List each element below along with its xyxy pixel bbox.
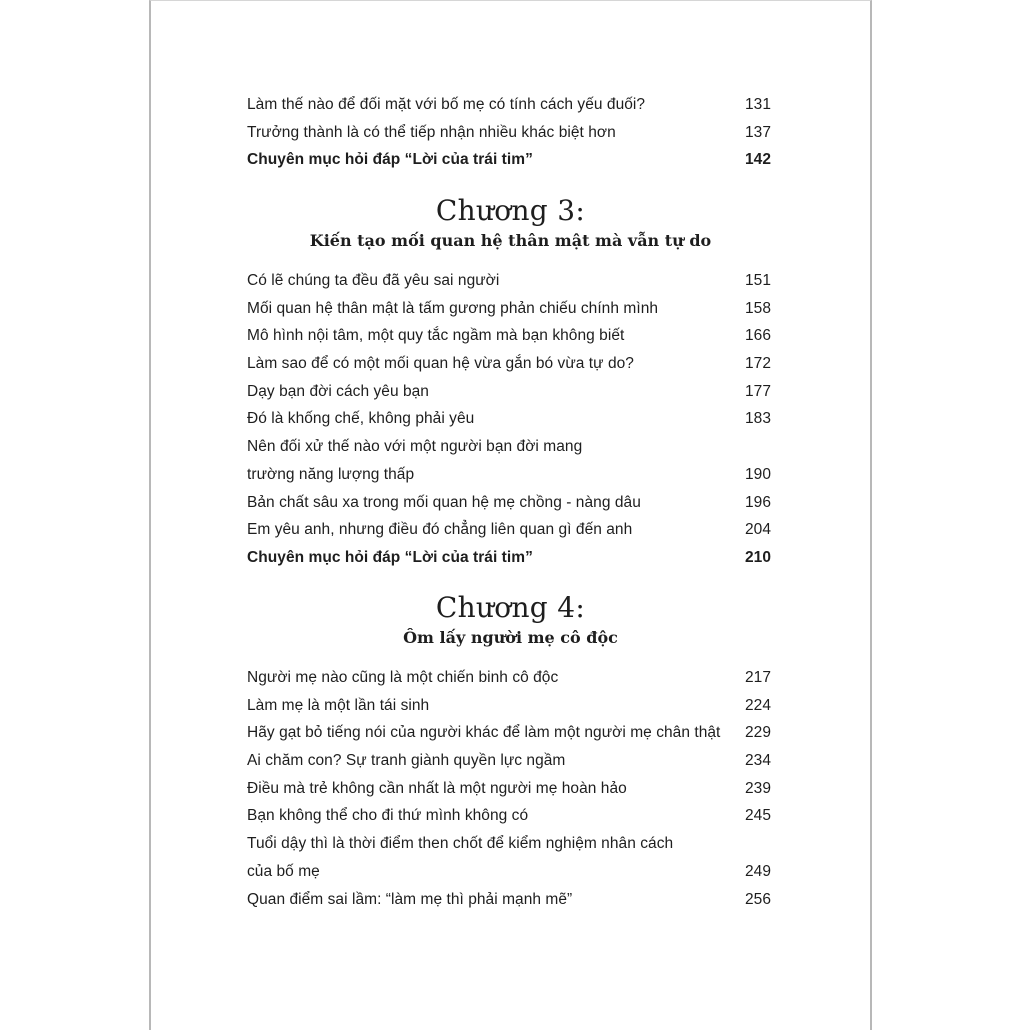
toc-entry <box>247 775 771 803</box>
chapter-4-heading <box>149 591 872 649</box>
toc-entry-page: 158 <box>744 299 771 317</box>
toc-entry <box>247 886 771 914</box>
toc-entry-page: 172 <box>744 355 771 373</box>
toc-entry-page: 224 <box>744 696 771 714</box>
toc-entry-title: Nên đối xử thế nào với một người bạn đời mang <box>247 438 583 456</box>
toc-entry-page: 177 <box>744 382 771 400</box>
toc-entry-page: 217 <box>744 669 771 686</box>
toc-entry-page: 239 <box>744 779 771 797</box>
toc-entry <box>247 350 771 378</box>
toc-entry-page: 210 <box>744 548 771 566</box>
toc-entry <box>247 378 771 406</box>
toc-entry <box>247 830 771 858</box>
toc-entry <box>247 664 771 692</box>
toc-entry <box>247 295 771 323</box>
toc-entry-page: 183 <box>744 410 771 428</box>
toc-entry-title: của bố mẹ <box>247 862 320 880</box>
toc-entry <box>247 489 771 517</box>
chapter-title: Ôm lấy người mẹ cô độc <box>403 628 618 647</box>
toc-entry-page: 166 <box>744 327 771 345</box>
toc-entry <box>247 119 771 147</box>
toc-entry <box>247 405 771 433</box>
toc-entry-page: 245 <box>744 807 771 825</box>
toc-entry <box>247 516 771 544</box>
toc-entry <box>247 692 771 720</box>
toc-entry-title: Mối quan hệ thân mật là tấm gương phản chiếu chính mình <box>247 299 659 317</box>
toc-entry-page: 234 <box>744 752 771 770</box>
toc-entry-title: Bản chất sâu xa trong mối quan hệ mẹ chồng - nàng dâu <box>247 493 641 511</box>
toc-entry-title: Tuổi dậy thì là thời điểm then chốt để kiểm nghiệm nhân cách <box>247 835 674 853</box>
toc-entry-title: Bạn không thể cho đi thứ mình không có <box>247 807 529 825</box>
toc-entry-title: trường năng lượng thấp <box>247 465 415 483</box>
toc-entry-title: Quan điểm sai lầm: “làm mẹ thì phải mạnh mẽ” <box>247 890 573 908</box>
toc-section-chapter-3 <box>247 267 771 572</box>
toc-section-top <box>247 91 771 174</box>
toc-entry-title: Em yêu anh, nhưng điều đó chẳng liên quan gì đến anh <box>247 521 633 539</box>
toc-entry-page: 137 <box>744 123 771 141</box>
toc-entry-title: Trưởng thành là có thể tiếp nhận nhiều khác biệt hơn <box>247 123 616 141</box>
toc-entry-title: Có lẽ chúng ta đều đã yêu sai người <box>247 272 500 289</box>
toc-entry-page: 256 <box>744 890 771 908</box>
toc-entry-page: 151 <box>744 272 771 289</box>
chapter-3-heading <box>149 194 872 252</box>
chapter-title: Kiến tạo mối quan hệ thân mật mà vẫn tự do <box>309 231 712 250</box>
toc-entry-title: Điều mà trẻ không cần nhất là một người mẹ hoàn hảo <box>247 779 627 797</box>
toc-entry <box>247 719 771 747</box>
toc-entry <box>247 747 771 775</box>
toc-entry-title: Làm thế nào để đối mặt với bố mẹ có tính cách yếu đuối? <box>247 96 646 113</box>
toc-entry-title: Ai chăm con? Sự tranh giành quyền lực ngầm <box>247 752 566 770</box>
toc-entry-page: 196 <box>744 493 771 511</box>
toc-entry-page: 229 <box>744 724 771 742</box>
toc-entry-qa <box>247 146 771 174</box>
toc-entry-title: Làm mẹ là một lần tái sinh <box>247 696 430 714</box>
chapter-number: Chương 3: <box>435 194 586 227</box>
toc-entry-page: 249 <box>744 862 771 880</box>
toc-entry <box>247 91 771 119</box>
toc-entry <box>247 802 771 830</box>
toc-entry <box>247 858 771 886</box>
toc-entry-page: 190 <box>744 465 771 483</box>
toc-entry-title: Mô hình nội tâm, một quy tắc ngầm mà bạn không biết <box>247 327 625 345</box>
toc-entry-title: Chuyên mục hỏi đáp “Lời của trái tim” <box>247 151 533 169</box>
toc-entry <box>247 433 771 461</box>
toc-entry-title: Hãy gạt bỏ tiếng nói của người khác để làm một người mẹ chân thật <box>247 724 721 742</box>
toc-entry-title: Người mẹ nào cũng là một chiến binh cô độc <box>247 669 559 686</box>
toc-entry-page: 131 <box>744 96 771 113</box>
chapter-number: Chương 4: <box>435 591 586 624</box>
toc-entry <box>247 267 771 295</box>
toc-entry-qa <box>247 544 771 572</box>
toc-entry-page: 204 <box>744 521 771 539</box>
toc-entry-title: Đó là khống chế, không phải yêu <box>247 410 475 428</box>
toc-entry-page: 142 <box>744 151 771 169</box>
toc-entry-title: Làm sao để có một mối quan hệ vừa gắn bó vừa tự do? <box>247 355 634 373</box>
toc-entry-title: Chuyên mục hỏi đáp “Lời của trái tim” <box>247 548 533 566</box>
toc-entry <box>247 461 771 489</box>
toc-entry-title: Dạy bạn đời cách yêu bạn <box>247 382 429 400</box>
toc-section-chapter-4 <box>247 664 771 913</box>
toc-entry <box>247 322 771 350</box>
